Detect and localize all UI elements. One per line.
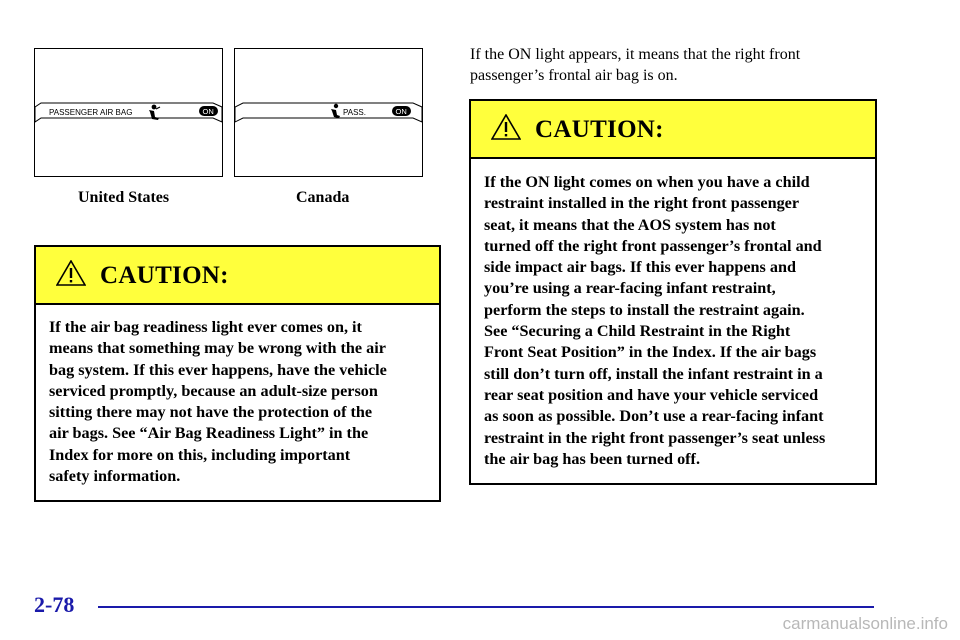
caution-line: restraint installed in the right front passenger	[484, 194, 800, 213]
caution-text	[49, 317, 387, 487]
canada-caption: Canada	[296, 189, 350, 206]
caution-line: safety information.	[49, 467, 181, 486]
intro-line: If the ON light appears, it means that the right front	[470, 46, 801, 63]
right-caution-box	[469, 99, 877, 485]
caution-line: as soon as possible. Don’t use a rear-facing infant	[484, 407, 824, 426]
warning-triangle-icon	[491, 114, 521, 140]
caution-line: you’re using a rear-facing infant restraint,	[484, 279, 776, 298]
caution-line: See “Securing a Child Restraint in the Right	[484, 322, 791, 341]
caution-line: air bags. See “Air Bag Readiness Light” in the	[49, 424, 369, 443]
caution-line: If the ON light comes on when you have a child	[484, 173, 810, 191]
intro-line: passenger’s frontal air bag is on.	[470, 67, 678, 84]
caution-header	[36, 247, 439, 305]
caution-line: perform the steps to install the restraint again.	[484, 300, 805, 319]
caution-line: restraint in the right front passenger’s seat unless	[484, 428, 826, 447]
caution-line: turned off the right front passenger’s frontal and	[484, 236, 822, 255]
caution-line: side impact air bags. If this ever happens and	[484, 258, 796, 277]
page-number: 2-78	[34, 592, 75, 617]
left-caution-box	[34, 245, 441, 502]
caution-line: the air bag has been turned off.	[484, 449, 700, 468]
caution-title: CAUTION:	[100, 262, 229, 289]
canada-indicator-graphic	[235, 49, 424, 178]
on-label: ON	[202, 107, 214, 116]
caution-line: Front Seat Position” in the Index. If the air bags	[484, 343, 817, 362]
us-panel-text: PASSENGER AIR BAG	[49, 108, 133, 117]
warning-triangle-icon	[56, 260, 86, 286]
caution-line: bag system. If this ever happens, have the vehicle	[49, 360, 387, 379]
caution-line: serviced promptly, because an adult-size person	[49, 381, 378, 400]
us-indicator-graphic	[35, 49, 224, 178]
on-label: ON	[395, 107, 407, 116]
caution-line: If the air bag readiness light ever comes on, it	[49, 318, 362, 336]
us-caption: United States	[78, 189, 170, 206]
intro-paragraph	[470, 44, 890, 86]
caution-line: still don’t turn off, install the infant restraint in a	[484, 364, 823, 383]
caution-line: sitting there may not have the protection of the	[49, 403, 373, 422]
caution-line: seat, it means that the AOS system has not	[484, 215, 776, 234]
caution-line: rear seat position and have your vehicle serviced	[484, 385, 819, 404]
watermark: carmanualsonline.info	[782, 614, 948, 633]
footer-rule	[98, 606, 874, 608]
canada-indicator-panel	[234, 48, 423, 177]
canada-panel-text: PASS.	[343, 108, 366, 117]
caution-header	[471, 101, 875, 159]
caution-text	[484, 172, 825, 470]
caution-line: means that something may be wrong with the air	[49, 339, 386, 358]
caution-title: CAUTION:	[535, 116, 664, 143]
us-indicator-panel	[34, 48, 223, 177]
caution-line: Index for more on this, including important	[49, 445, 351, 464]
